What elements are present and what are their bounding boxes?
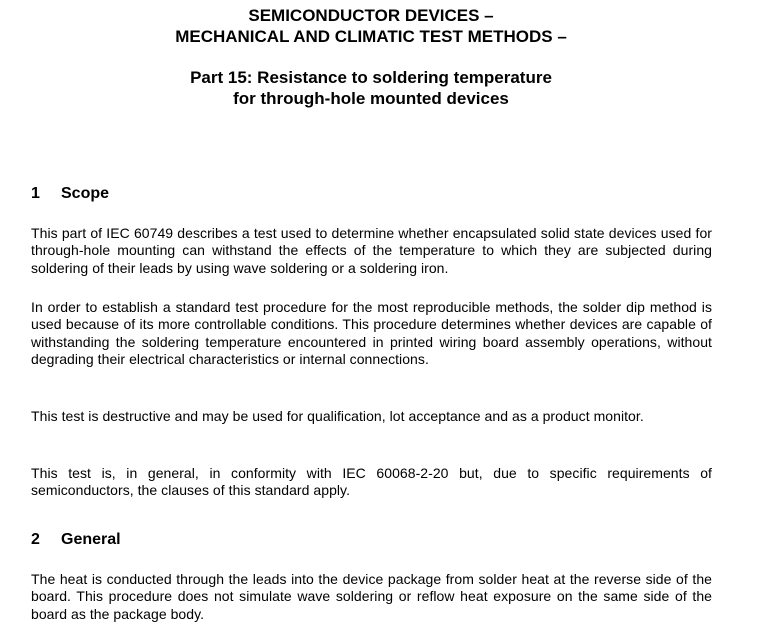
scope-paragraph: This test is, in general, in conformity with IEC 60068-2-20 but, due to specific requirements of semiconductors, the clauses of this standard apply. <box>31 465 712 499</box>
part-title-line-1: Part 15: Resistance to soldering temperature <box>190 68 552 87</box>
part-title-line-2: for through-hole mounted devices <box>233 89 509 108</box>
scope-paragraph: In order to establish a standard test procedure for the most reproducible methods, the solder dip method is used because of its more controllable conditions. This procedure determines whether devices are capable of withstanding the soldering temperature encountered in printed wiring board assembly operations, without degrading their electrical characteristics or internal connections. <box>31 299 712 368</box>
scope-paragraph: This part of IEC 60749 describes a test used to determine whether encapsulated solid state devices used for through-hole mounting can withstand the effects of the temperature to which they are subjected during soldering of their leads by using wave soldering or a soldering iron. <box>31 225 712 276</box>
section-number: 1 <box>31 185 40 202</box>
section-title: Scope <box>61 185 110 202</box>
section-title: General <box>61 531 121 548</box>
section-heading-general <box>31 530 121 550</box>
section-heading-scope <box>31 184 109 204</box>
scope-paragraph: This test is destructive and may be used for qualification, lot acceptance and as a product monitor. <box>31 408 644 424</box>
general-paragraph: The heat is conducted through the leads into the device package from solder heat at the reverse side of the board. This procedure does not simulate wave soldering or reflow heat exposure on the same side of the board as the package body. <box>31 571 712 622</box>
section-number: 2 <box>31 531 40 548</box>
document-title-line-1: SEMICONDUCTOR DEVICES – <box>248 6 494 25</box>
document-title-line-2: MECHANICAL AND CLIMATIC TEST METHODS – <box>175 27 567 46</box>
